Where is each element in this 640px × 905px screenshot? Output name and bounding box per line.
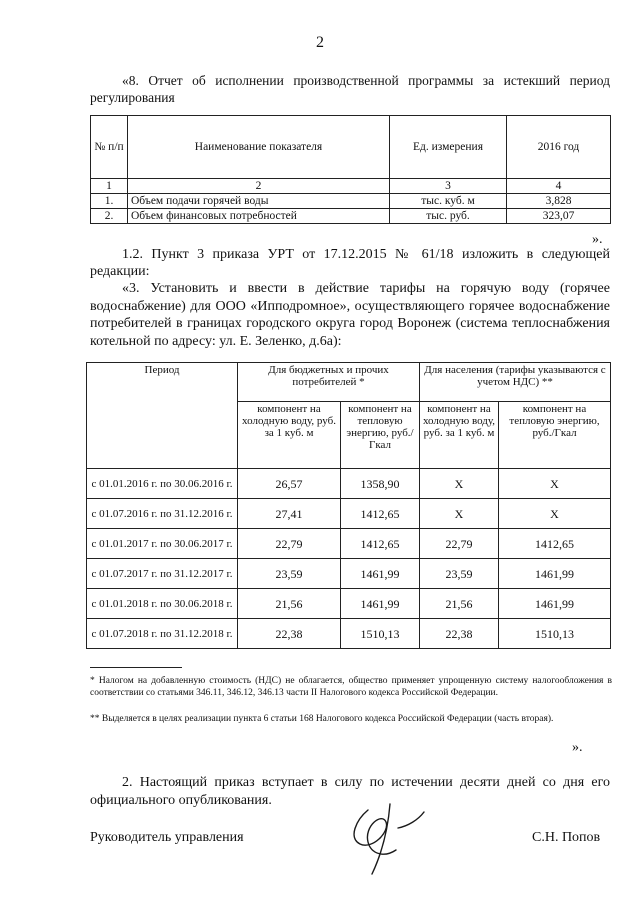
sub-header: компонент на холодную воду, руб. за 1 куб. м — [420, 402, 499, 469]
signatory-position: Руководитель управления — [90, 830, 244, 845]
numbering-cell: 4 — [507, 179, 611, 194]
value-cell: 1412,65 — [341, 529, 420, 559]
table-cell: 323,07 — [507, 209, 611, 224]
header-cell: Наименование показателя — [128, 116, 390, 179]
paragraph-1-2: 1.2. Пункт 3 приказа УРТ от 17.12.2015 № 61/18 изложить в следующей редакции: — [90, 247, 610, 279]
value-cell: 1461,99 — [499, 589, 611, 619]
table-row — [87, 469, 611, 499]
table-cell: 3,828 — [507, 194, 611, 209]
quote-close: ». — [592, 232, 603, 247]
sub-header: компонент на холодную воду, руб. за 1 куб. м — [238, 402, 341, 469]
quote-close-2: ». — [572, 740, 583, 755]
header-cell: Ед. измерения — [390, 116, 507, 179]
table-row — [87, 559, 611, 589]
footnote-1: * Налогом на добавленную стоимость (НДС) не облагается, общество применяет упрощенную систему налогообложения в соответствии со статьями 346.11, 346.12, 346.13 части II Налогового кодекса Российской Федерации. — [90, 676, 612, 698]
value-cell: 1510,13 — [341, 619, 420, 649]
value-cell: 21,56 — [420, 589, 499, 619]
value-cell: 22,79 — [238, 529, 341, 559]
table-row — [87, 499, 611, 529]
table-row — [91, 194, 611, 209]
value-cell: 1461,99 — [341, 559, 420, 589]
table-cell: 1. — [91, 194, 128, 209]
period-cell: с 01.07.2018 г. по 31.12.2018 г. — [87, 619, 238, 649]
value-cell: 22,79 — [420, 529, 499, 559]
value-cell: 23,59 — [420, 559, 499, 589]
period-cell: с 01.07.2017 г. по 31.12.2017 г. — [87, 559, 238, 589]
signatory-name: С.Н. Попов — [532, 830, 601, 845]
handwritten-signature — [338, 798, 428, 883]
paragraph-2: 2. Настоящий приказ вступает в силу по истечении десяти дней со дня его официального опубликования. — [90, 775, 610, 808]
table-row — [87, 619, 611, 649]
group-header-budget: Для бюджетных и прочих потребителей * — [238, 363, 420, 402]
paragraph-3: «3. Установить и ввести в действие тарифы на горячую воду (горячее водоснабжение) для ООО «Ипподромное», осуществляющего горячее водоснабжение потребителей в границах городского округа город Воронеж (система теплоснабжения котельной по адресу: ул. Е. Зеленко, д.6а): — [90, 281, 610, 349]
header-cell: 2016 год — [507, 116, 611, 179]
value-cell: 27,41 — [238, 499, 341, 529]
value-cell: Х — [499, 499, 611, 529]
table-cell: тыс. руб. — [390, 209, 507, 224]
table-cell: Объем финансовых потребностей — [128, 209, 390, 224]
numbering-cell: 2 — [128, 179, 390, 194]
value-cell: 26,57 — [238, 469, 341, 499]
section-8-heading: «8. Отчет об исполнении производственной программы за истекший период регулирования — [90, 73, 610, 105]
page-number: 2 — [316, 34, 324, 51]
numbering-cell: 3 — [390, 179, 507, 194]
value-cell: Х — [420, 469, 499, 499]
sub-header: компонент на тепловую энергию, руб./Гкал — [499, 402, 611, 469]
table-row — [87, 529, 611, 559]
table-cell: Объем подачи горячей воды — [128, 194, 390, 209]
group-header-population: Для населения (тарифы указываются с учетом НДС) ** — [420, 363, 611, 402]
period-cell: с 01.01.2016 г. по 30.06.2016 г. — [87, 469, 238, 499]
table-row — [87, 589, 611, 619]
footnote-divider — [90, 667, 182, 668]
value-cell: 21,56 — [238, 589, 341, 619]
value-cell: 1358,90 — [341, 469, 420, 499]
header-cell: № п/п — [91, 116, 128, 179]
report-table — [90, 115, 611, 224]
tariff-table — [86, 362, 611, 649]
value-cell: 1412,65 — [499, 529, 611, 559]
period-cell: с 01.01.2017 г. по 30.06.2017 г. — [87, 529, 238, 559]
table-row — [91, 209, 611, 224]
sub-header: компонент на тепловую энергию, руб./Гкал — [341, 402, 420, 469]
table-cell: тыс. куб. м — [390, 194, 507, 209]
value-cell: 23,59 — [238, 559, 341, 589]
footnote-2: ** Выделяется в целях реализации пункта 6 статьи 168 Налогового кодекса Российской Федерации (часть вторая). — [90, 714, 554, 724]
period-cell: с 01.07.2016 г. по 31.12.2016 г. — [87, 499, 238, 529]
period-cell: с 01.01.2018 г. по 30.06.2018 г. — [87, 589, 238, 619]
value-cell: Х — [499, 469, 611, 499]
value-cell: 1510,13 — [499, 619, 611, 649]
value-cell: 1461,99 — [341, 589, 420, 619]
value-cell: 1412,65 — [341, 499, 420, 529]
numbering-cell: 1 — [91, 179, 128, 194]
value-cell: Х — [420, 499, 499, 529]
value-cell: 22,38 — [420, 619, 499, 649]
value-cell: 1461,99 — [499, 559, 611, 589]
table-cell: 2. — [91, 209, 128, 224]
value-cell: 22,38 — [238, 619, 341, 649]
period-header: Период — [87, 363, 238, 469]
